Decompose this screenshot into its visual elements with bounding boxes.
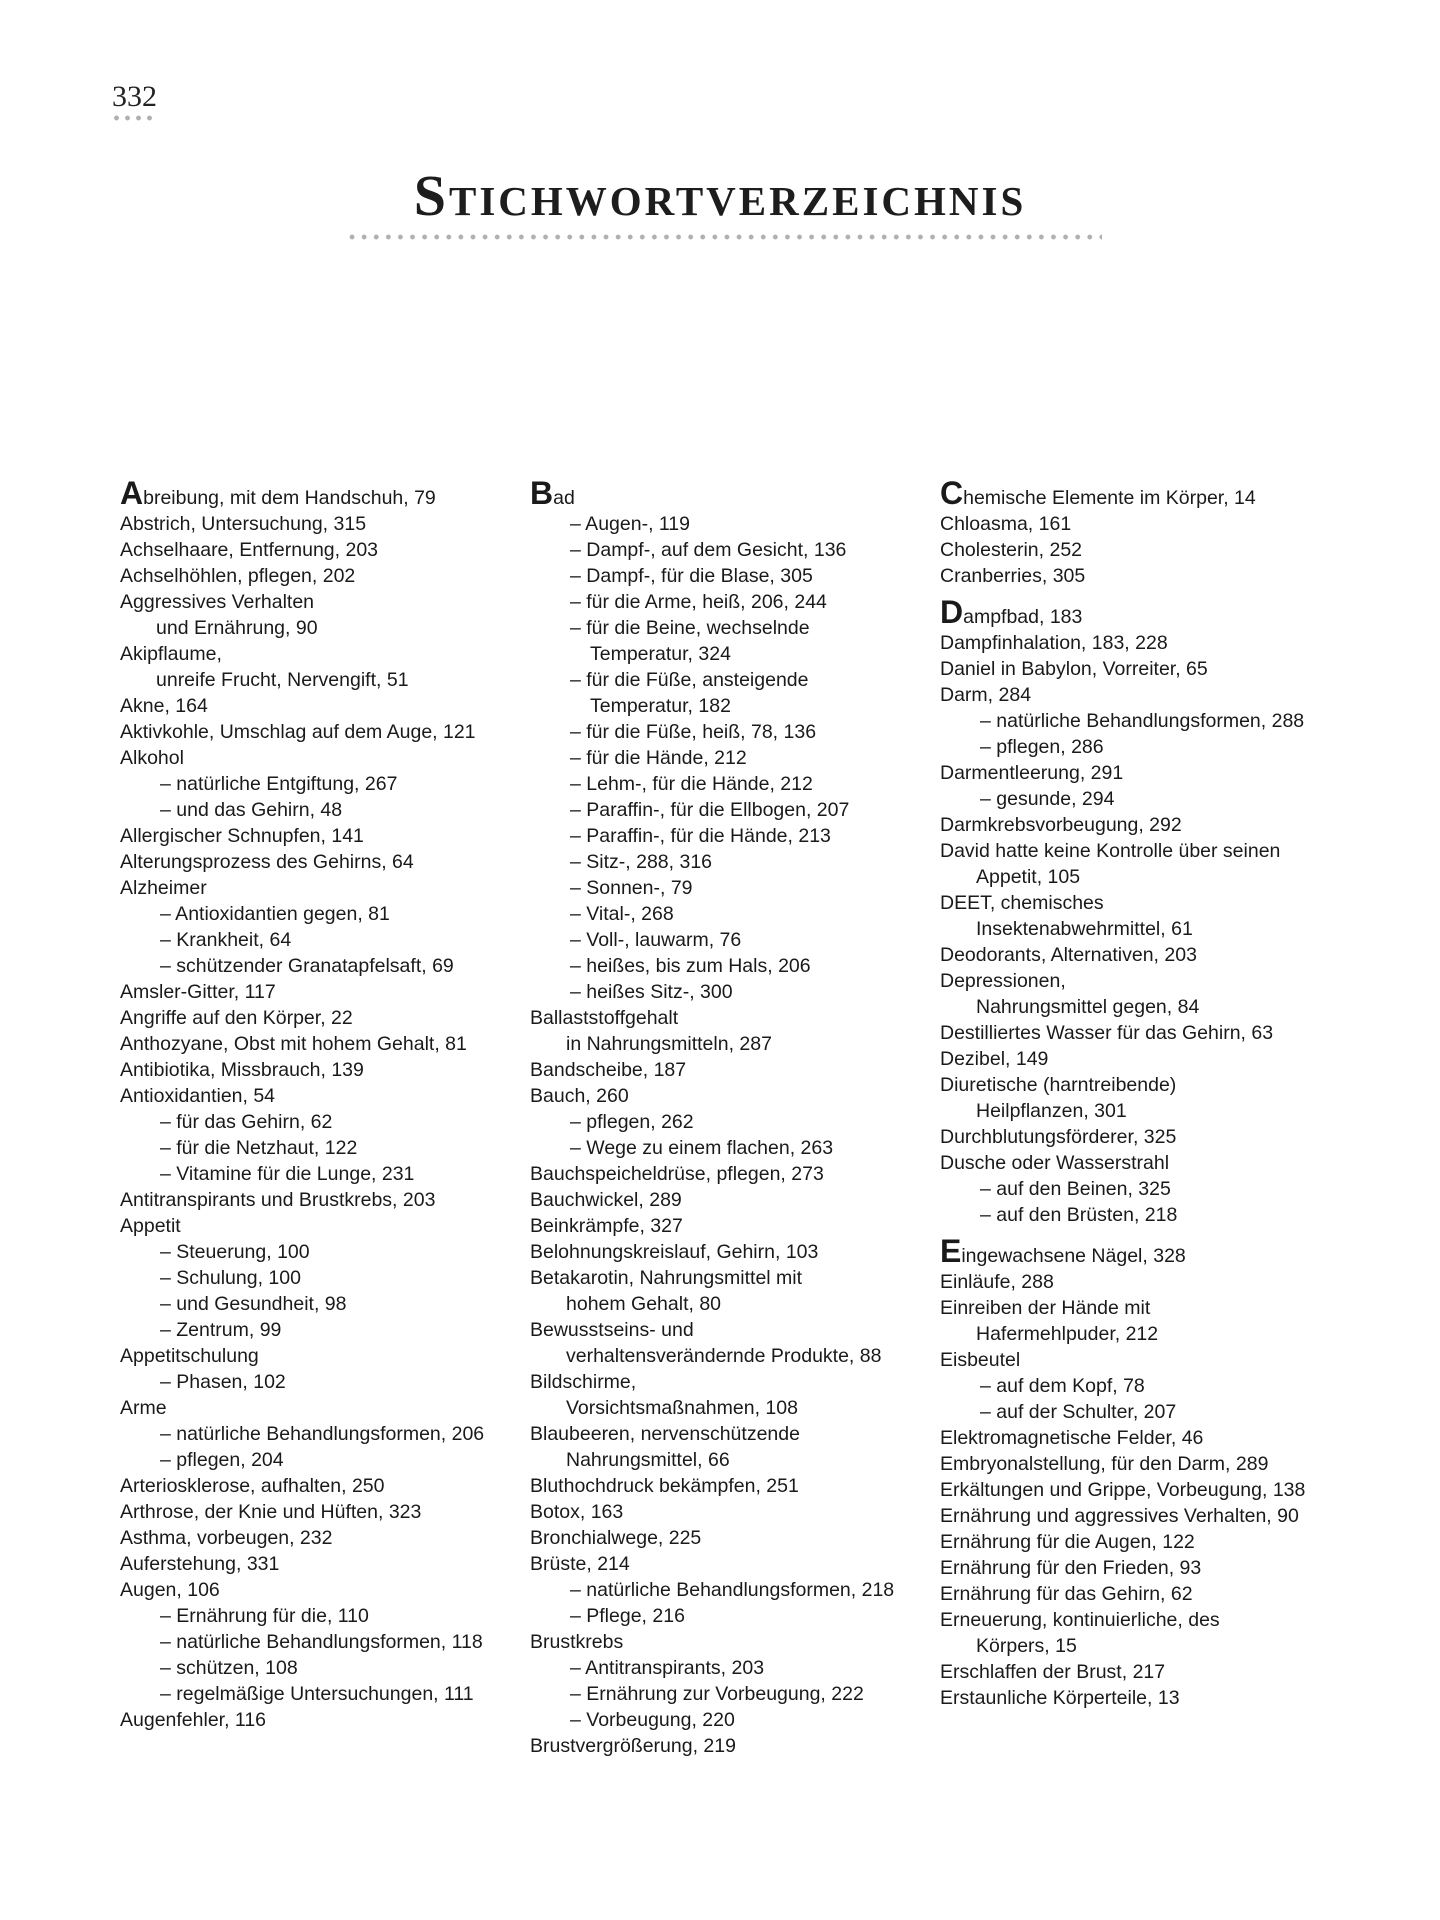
index-entry (940, 1269, 1340, 1295)
index-subentry: – regelmäßige Untersuchungen, 111 (160, 1683, 474, 1705)
index-subentry: – schützen, 108 (160, 1657, 298, 1679)
index-entry (940, 1659, 1340, 1685)
index-term: Achselhöhlen, pflegen, 202 (120, 565, 356, 587)
index-term-continuation: verhaltensverändernde Produkte, 88 (566, 1345, 882, 1367)
index-entry (530, 1525, 930, 1551)
index-entry (940, 1685, 1340, 1711)
index-term: Akipflaume, unreife Frucht, Nervengift, 51 (120, 643, 409, 691)
index-entry (940, 563, 1340, 589)
page-number: 332 (112, 80, 157, 113)
index-term-continuation: Heilpflanzen, 301 (976, 1100, 1127, 1122)
index-entry (120, 1187, 520, 1213)
index-term: Daniel in Babylon, Vorreiter, 65 (940, 658, 1208, 680)
index-subentry: – pflegen, 286 (980, 736, 1104, 758)
index-entry (120, 511, 520, 537)
index-term: Erstaunliche Körperteile, 13 (940, 1687, 1180, 1709)
index-subentry: – für die Arme, heiß, 206, 244 (570, 591, 827, 613)
index-subentry: – Antioxidantien gegen, 81 (160, 903, 390, 925)
index-term: Allergischer Schnupfen, 141 (120, 825, 364, 847)
index-term: Brustvergrößerung, 219 (530, 1735, 736, 1757)
index-term-continuation: Appetit, 105 (976, 866, 1081, 888)
index-entry (120, 641, 520, 693)
index-entry (940, 1347, 1340, 1425)
index-entry (530, 1629, 930, 1733)
index-term-text: hemische Elemente im Körper, 14 (963, 487, 1256, 509)
index-entry (940, 1607, 1340, 1659)
index-entry (940, 656, 1340, 682)
index-term: Diuretische (harntreibende) Heilpflanzen, 301 (940, 1074, 1177, 1122)
index-term (940, 475, 1340, 511)
index-term: Erkältungen und Grippe, Vorbeugung, 138 (940, 1479, 1306, 1501)
index-entry (940, 838, 1340, 890)
index-term-continuation: unreife Frucht, Nervengift, 51 (156, 669, 409, 691)
index-entry (530, 1499, 930, 1525)
index-entry (530, 1005, 930, 1057)
index-term-continuation: Insektenabwehrmittel, 61 (976, 918, 1193, 940)
index-term: Brüste, 214 (530, 1553, 630, 1575)
index-entry (940, 812, 1340, 838)
index-entry (940, 511, 1340, 537)
index-term: Embryonalstellung, für den Darm, 289 (940, 1453, 1269, 1475)
index-subentry: – auf dem Kopf, 78 (980, 1375, 1145, 1397)
index-term-continuation: hohem Gehalt, 80 (566, 1293, 722, 1315)
index-entry (530, 475, 930, 1005)
index-subentry: – Antitranspirants, 203 (570, 1657, 765, 1679)
index-entry (940, 890, 1340, 942)
index-term: Darm, 284 (940, 684, 1032, 706)
index-subentry: – für die Hände, 212 (570, 747, 747, 769)
index-entry (940, 630, 1340, 656)
index-term: Ernährung für den Frieden, 93 (940, 1557, 1202, 1579)
index-entry (120, 1057, 520, 1083)
index-term: Elektromagnetische Felder, 46 (940, 1427, 1204, 1449)
index-term: Bandscheibe, 187 (530, 1059, 687, 1081)
index-term: Blaubeeren, nervenschützende Nahrungsmittel, 66 (530, 1423, 800, 1471)
index-subentry: – natürliche Behandlungsformen, 288 (980, 710, 1305, 732)
index-term: Ernährung und aggressives Verhalten, 90 (940, 1505, 1299, 1527)
index-initial-letter: E (940, 1233, 962, 1269)
index-entry (120, 875, 520, 979)
title-dots (346, 232, 1102, 242)
index-entry (530, 1369, 930, 1421)
index-subentry: – und Gesundheit, 98 (160, 1293, 347, 1315)
index-entry (940, 968, 1340, 1020)
index-subentry: – Augen-, 119 (570, 513, 690, 535)
index-term: Abstrich, Untersuchung, 315 (120, 513, 367, 535)
index-term: Anthozyane, Obst mit hohem Gehalt, 81 (120, 1033, 467, 1055)
index-entry (120, 563, 520, 589)
index-term: Erneuerung, kontinuierliche, des Körpers, 15 (940, 1609, 1220, 1657)
index-subentry: – auf den Beinen, 325 (980, 1178, 1171, 1200)
index-subentry: – Ernährung zur Vorbeugung, 222 (570, 1683, 864, 1705)
index-entry (120, 745, 520, 823)
index-entry (530, 1317, 930, 1369)
index-subentry: – Dampf-, auf dem Gesicht, 136 (570, 539, 847, 561)
index-entry (120, 1577, 520, 1707)
index-entry (120, 719, 520, 745)
index-entry (120, 589, 520, 641)
index-letter-group (940, 1233, 1340, 1711)
index-term: Bauchspeicheldrüse, pflegen, 273 (530, 1163, 824, 1185)
index-term-text: ingewachsene Nägel, 328 (961, 1245, 1186, 1267)
index-term: Botox, 163 (530, 1501, 624, 1523)
index-term-text: ad (553, 487, 575, 509)
index-subentry: Temperatur, 324 (590, 643, 731, 665)
index-entry (940, 1425, 1340, 1451)
index-term (120, 475, 520, 511)
index-entry (530, 1421, 930, 1473)
index-subentry: – für die Beine, wechselnde (570, 617, 810, 639)
index-term: Arteriosklerose, aufhalten, 250 (120, 1475, 385, 1497)
index-entry (940, 1555, 1340, 1581)
index-term: Angriffe auf den Körper, 22 (120, 1007, 353, 1029)
index-entry (530, 1161, 930, 1187)
index-entry (940, 760, 1340, 812)
index-term: Antibiotika, Missbrauch, 139 (120, 1059, 364, 1081)
index-subentry: – heißes, bis zum Hals, 206 (570, 955, 811, 977)
index-entry (940, 1020, 1340, 1046)
index-entry (940, 1046, 1340, 1072)
index-term: Aktivkohle, Umschlag auf dem Auge, 121 (120, 721, 476, 743)
index-term: Einreiben der Hände mit Hafermehlpuder, 212 (940, 1297, 1159, 1345)
index-column-2 (530, 475, 930, 1769)
index-subentry: – Vitamine für die Lunge, 231 (160, 1163, 415, 1185)
index-subentry: – Paraffin-, für die Ellbogen, 207 (570, 799, 850, 821)
index-subentry: – Vital-, 268 (570, 903, 674, 925)
index-subentry: – Dampf-, für die Blase, 305 (570, 565, 813, 587)
index-term: Belohnungskreislauf, Gehirn, 103 (530, 1241, 819, 1263)
index-term-continuation: Körpers, 15 (976, 1635, 1077, 1657)
index-letter-group (120, 475, 520, 1733)
index-term: Bauch, 260 (530, 1085, 629, 1107)
index-term: Antitranspirants und Brustkrebs, 203 (120, 1189, 436, 1211)
index-entry (940, 537, 1340, 563)
index-entry (940, 942, 1340, 968)
index-entry (940, 1150, 1340, 1228)
index-subentry: – Lehm-, für die Hände, 212 (570, 773, 813, 795)
index-term (940, 1233, 1340, 1269)
index-column-3 (940, 475, 1340, 1721)
index-subentry: – pflegen, 262 (570, 1111, 694, 1133)
index-term: Darmkrebsvorbeugung, 292 (940, 814, 1182, 836)
index-entry (530, 1057, 930, 1083)
index-subentry: – natürliche Behandlungsformen, 118 (160, 1631, 483, 1653)
index-subentry: – natürliche Behandlungsformen, 218 (570, 1579, 895, 1601)
index-term-continuation: Hafermehlpuder, 212 (976, 1323, 1159, 1345)
index-term: Durchblutungsförderer, 325 (940, 1126, 1177, 1148)
index-entry (120, 1005, 520, 1031)
index-subentry: – Pflege, 216 (570, 1605, 685, 1627)
index-term-continuation: in Nahrungsmitteln, 287 (566, 1033, 772, 1055)
index-subentry: – Krankheit, 64 (160, 929, 292, 951)
index-term: Bewusstseins- und verhaltensverändernde Produkte, 88 (530, 1319, 882, 1367)
index-term: Auferstehung, 331 (120, 1553, 280, 1575)
index-subentry: – Schulung, 100 (160, 1267, 301, 1289)
index-subentry: Temperatur, 182 (590, 695, 731, 717)
index-term-continuation: Vorsichtsmaßnahmen, 108 (566, 1397, 798, 1419)
index-entry (120, 979, 520, 1005)
index-subentry: – Paraffin-, für die Hände, 213 (570, 825, 831, 847)
index-letter-group (940, 475, 1340, 589)
index-entry (940, 1233, 1340, 1269)
index-subentry: – für die Füße, ansteigende (570, 669, 809, 691)
index-entry (940, 1581, 1340, 1607)
index-entry (940, 1124, 1340, 1150)
index-term: Arthrose, der Knie und Hüften, 323 (120, 1501, 422, 1523)
index-entry (120, 1031, 520, 1057)
index-term: Erschlaffen der Brust, 217 (940, 1661, 1166, 1683)
index-entry (940, 682, 1340, 760)
index-entry (530, 1213, 930, 1239)
index-subentry: – Sitz-, 288, 316 (570, 851, 713, 873)
index-term: Dampfinhalation, 183, 228 (940, 632, 1168, 654)
index-entry (530, 1473, 930, 1499)
index-term: Deodorants, Alternativen, 203 (940, 944, 1197, 966)
index-letter-group (940, 594, 1340, 1228)
index-term-text: breibung, mit dem Handschuh, 79 (143, 487, 436, 509)
index-term: Appetitschulung (120, 1345, 259, 1367)
index-entry (120, 537, 520, 563)
index-term: Antioxidantien, 54 (120, 1085, 276, 1107)
index-subentry: – auf der Schulter, 207 (980, 1401, 1177, 1423)
index-subentry: – für die Füße, heiß, 78, 136 (570, 721, 817, 743)
index-subentry: – schützender Granatapfelsaft, 69 (160, 955, 454, 977)
index-entry (530, 1551, 930, 1629)
index-entry (120, 823, 520, 849)
index-term: Ballaststoffgehalt in Nahrungsmitteln, 287 (530, 1007, 772, 1055)
index-subentry: – Ernährung für die, 110 (160, 1605, 369, 1627)
index-term-continuation: und Ernährung, 90 (156, 617, 318, 639)
index-term-text: ampfbad, 183 (963, 606, 1083, 628)
page-number-dots (111, 114, 157, 122)
index-term: Asthma, vorbeugen, 232 (120, 1527, 333, 1549)
index-entry (940, 475, 1340, 511)
index-initial-letter: C (940, 475, 964, 511)
index-entry (940, 594, 1340, 630)
index-initial-letter: D (940, 594, 964, 630)
index-term: Akne, 164 (120, 695, 208, 717)
index-term: Amsler-Gitter, 117 (120, 981, 276, 1003)
index-entry (120, 1213, 520, 1343)
index-term-continuation: Nahrungsmittel gegen, 84 (976, 996, 1200, 1018)
index-term: Beinkrämpfe, 327 (530, 1215, 683, 1237)
index-term: Ernährung für das Gehirn, 62 (940, 1583, 1193, 1605)
index-term: Bauchwickel, 289 (530, 1189, 682, 1211)
index-entry (940, 1477, 1340, 1503)
index-term: Arme (120, 1397, 167, 1419)
index-subentry: – Voll-, lauwarm, 76 (570, 929, 742, 951)
index-subentry: – Zentrum, 99 (160, 1319, 282, 1341)
index-term: Bronchialwege, 225 (530, 1527, 702, 1549)
index-subentry: – für die Netzhaut, 122 (160, 1137, 358, 1159)
index-subentry: – für das Gehirn, 62 (160, 1111, 333, 1133)
index-term: Ernährung für die Augen, 122 (940, 1531, 1195, 1553)
index-subentry: – heißes Sitz-, 300 (570, 981, 733, 1003)
index-entry (530, 1733, 930, 1759)
index-term: Alzheimer (120, 877, 207, 899)
index-term: Betakarotin, Nahrungsmittel mit hohem Gehalt, 80 (530, 1267, 803, 1315)
index-term: Bluthochdruck bekämpfen, 251 (530, 1475, 799, 1497)
index-initial-letter: A (120, 475, 144, 511)
index-columns (120, 475, 1352, 1870)
index-term: Aggressives Verhalten und Ernährung, 90 (120, 591, 318, 639)
index-entry (940, 1295, 1340, 1347)
index-entry (120, 693, 520, 719)
index-entry (120, 1473, 520, 1499)
index-entry (530, 1187, 930, 1213)
index-entry (530, 1239, 930, 1265)
index-term: Chloasma, 161 (940, 513, 1072, 535)
index-term: Cranberries, 305 (940, 565, 1086, 587)
index-term: Cholesterin, 252 (940, 539, 1083, 561)
index-subentry: – gesunde, 294 (980, 788, 1115, 810)
index-term: Destilliertes Wasser für das Gehirn, 63 (940, 1022, 1274, 1044)
index-term: Dusche oder Wasserstrahl (940, 1152, 1170, 1174)
index-term: David hatte keine Kontrolle über seinen Appetit, 105 (940, 840, 1281, 888)
index-entry (940, 1529, 1340, 1555)
index-term: Eisbeutel (940, 1349, 1021, 1371)
index-subentry: – und das Gehirn, 48 (160, 799, 343, 821)
index-entry (120, 1395, 520, 1473)
index-term: DEET, chemisches Insektenabwehrmittel, 61 (940, 892, 1193, 940)
index-entry (120, 475, 520, 511)
index-term: Alkohol (120, 747, 184, 769)
index-term: Alterungsprozess des Gehirns, 64 (120, 851, 414, 873)
index-entry (120, 1499, 520, 1525)
index-term: Darmentleerung, 291 (940, 762, 1124, 784)
index-subentry: – Vorbeugung, 220 (570, 1709, 735, 1731)
index-initial-letter: B (530, 475, 554, 511)
index-entry (120, 1551, 520, 1577)
index-subentry: – Wege zu einem flachen, 263 (570, 1137, 834, 1159)
index-subentry: – natürliche Behandlungsformen, 206 (160, 1423, 485, 1445)
index-entry (940, 1072, 1340, 1124)
index-entry (120, 849, 520, 875)
index-entry (120, 1343, 520, 1395)
index-subentry: – Steuerung, 100 (160, 1241, 310, 1263)
index-subentry: – pflegen, 204 (160, 1449, 284, 1471)
index-term: Appetit (120, 1215, 181, 1237)
index-entry (940, 1451, 1340, 1477)
index-term: Achselhaare, Entfernung, 203 (120, 539, 379, 561)
index-entry (530, 1265, 930, 1317)
index-entry (120, 1083, 520, 1187)
index-entry (120, 1525, 520, 1551)
index-term: Brustkrebs (530, 1631, 624, 1653)
index-subentry: – Sonnen-, 79 (570, 877, 693, 899)
index-term (530, 475, 930, 511)
index-column-1 (120, 475, 520, 1743)
index-subentry: – auf den Brüsten, 218 (980, 1204, 1178, 1226)
index-entry (940, 1503, 1340, 1529)
index-term: Dezibel, 149 (940, 1048, 1049, 1070)
index-term: Depressionen, Nahrungsmittel gegen, 84 (940, 970, 1200, 1018)
index-term: Einläufe, 288 (940, 1271, 1054, 1293)
index-entry (120, 1707, 520, 1733)
index-term: Augenfehler, 116 (120, 1709, 267, 1731)
index-subentry: – Phasen, 102 (160, 1371, 286, 1393)
index-subentry: – natürliche Entgiftung, 267 (160, 773, 398, 795)
page-title: Stichwortverzeichnis (413, 163, 1027, 228)
index-term: Augen, 106 (120, 1579, 220, 1601)
index-entry (530, 1083, 930, 1161)
index-letter-group (530, 475, 930, 1759)
index-term-continuation: Nahrungsmittel, 66 (566, 1449, 730, 1471)
index-term: Bildschirme, Vorsichtsmaßnahmen, 108 (530, 1371, 798, 1419)
index-term (940, 594, 1340, 630)
